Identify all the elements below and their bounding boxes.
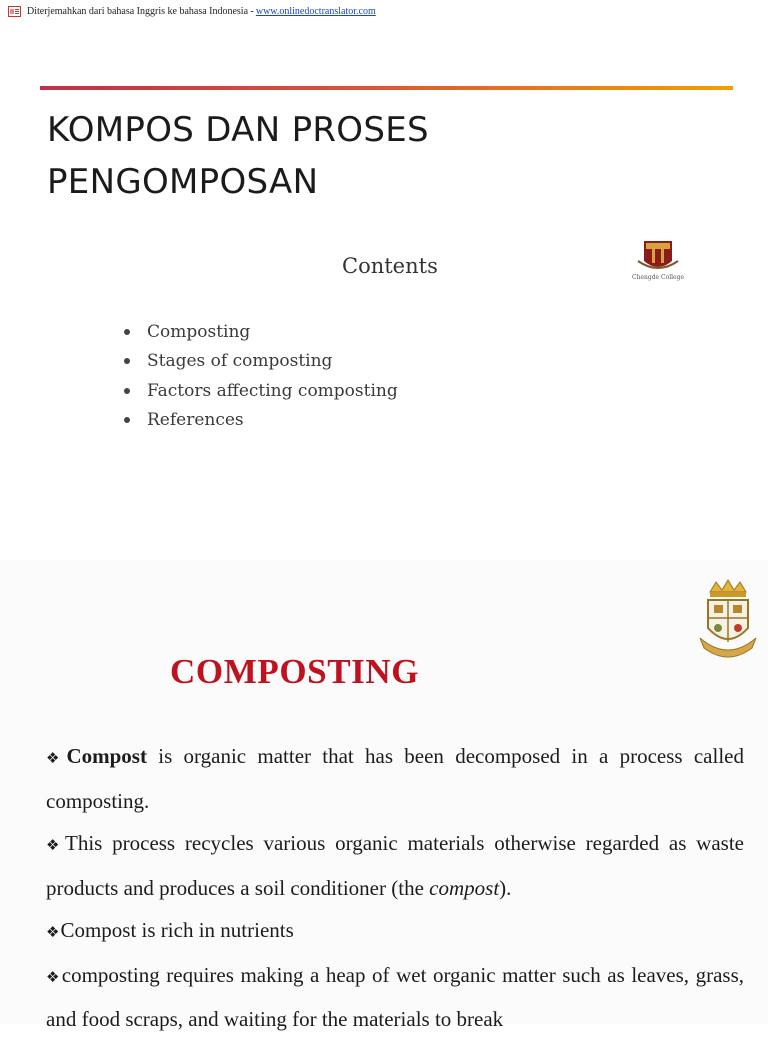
list-item-label: Composting [147, 321, 251, 342]
title-accent-line [40, 86, 733, 90]
slide-title [47, 104, 707, 208]
pdf-icon [8, 6, 21, 17]
college-crest-icon [696, 578, 760, 660]
compost-term: Compost [66, 744, 147, 768]
diamond-bullet-icon: ❖ [46, 967, 61, 986]
paragraph-text: ). [499, 875, 512, 900]
contents-heading: Contents [342, 254, 438, 278]
bullet-icon [124, 358, 130, 364]
list-item [124, 376, 398, 406]
bullet-icon [124, 388, 130, 394]
diamond-bullet-icon: ❖ [46, 923, 60, 941]
bullet-icon [124, 417, 130, 423]
paragraph-text: is organic matter that has been decomposed in a process called composting. [46, 744, 744, 813]
section-title: COMPOSTING [170, 652, 420, 691]
list-item [124, 317, 398, 347]
slide-contents [0, 40, 768, 560]
paragraph [46, 909, 744, 954]
bullet-icon [124, 329, 130, 335]
paragraph [46, 822, 744, 909]
crest-caption: Chengde College [632, 274, 684, 281]
paragraph [46, 735, 744, 822]
paragraph-text: This process recycles various organic materials otherwise regarded as waste products and produces a soil conditioner (the [46, 831, 745, 900]
college-crest-logo [622, 235, 694, 283]
paragraph-text: composting requires making a heap of wet organic matter such as leaves, grass, and food scraps, and waiting for the materials to break [46, 962, 744, 1031]
list-item-label: References [147, 410, 244, 431]
title-line-2: PENGOMPOSAN [47, 162, 319, 202]
list-item [124, 347, 398, 377]
slide-composting [0, 560, 768, 1031]
translator-link[interactable]: www.onlinedoctranslator.com [255, 5, 376, 17]
title-line-1: KOMPOS DAN PROSES [47, 110, 429, 150]
paragraph-text: Compost is rich in nutrients [60, 918, 294, 942]
translation-banner [8, 4, 376, 18]
list-item-label: Factors affecting composting [147, 380, 398, 401]
paragraph [46, 954, 744, 1041]
diamond-bullet-icon: ❖ [46, 836, 64, 854]
compost-italic: compost [429, 875, 500, 900]
slide-body [46, 735, 744, 1041]
list-item-label: Stages of composting [147, 351, 333, 372]
contents-list [124, 317, 398, 435]
banner-text: Diterjemahkan dari bahasa Inggris ke bahasa Indonesia - [27, 5, 254, 17]
diamond-bullet-icon: ❖ [46, 749, 66, 767]
list-item [124, 406, 398, 436]
